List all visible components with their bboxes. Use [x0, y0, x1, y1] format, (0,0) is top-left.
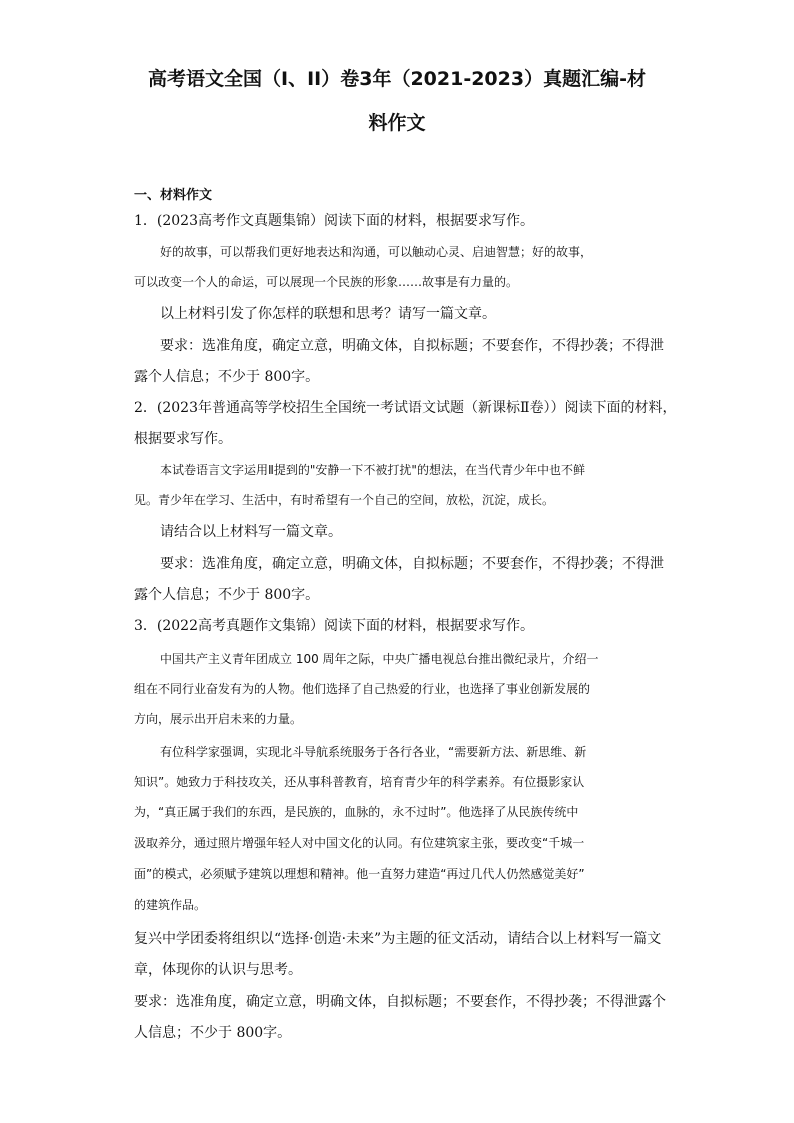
q3-requirement-line-2: 人信息；不少于 800字。	[134, 1025, 292, 1041]
q1-requirement-line-2: 露个人信息；不少于 800字。	[134, 369, 320, 385]
q3-stem: 3．(2022高考真题作文集锦）阅读下面的材料，根据要求写作。	[134, 618, 534, 634]
q2-material-line-2: 见。青少年在学习、生活中，有时希望有一个自己的空间，放松，沉淀，成长。	[134, 493, 555, 507]
q2-stem-line-1: 2．(2023年普通高等学校招生全国统一考试语文试题（新课标Ⅱ卷））阅读下面的材料，	[134, 400, 677, 416]
section-heading: 一、材料作文	[134, 188, 213, 203]
q1-requirement-line-1: 要求：选准角度，确定立意，明确文体，自拟标题；不要套作，不得抄袭；不得泄	[160, 338, 664, 354]
q1-material-line-1: 好的故事，可以帮我们更好地表达和沟通，可以触动心灵、启迪智慧；好的故事，	[160, 245, 593, 259]
q3-material-p2-line-2: 知识”。她致力于科技攻关，还从事科普教育，培育青少年的科学素养。有位摄影家认	[134, 775, 585, 789]
q2-material-line-1: 本试卷语言文字运用Ⅱ提到的"安静一下不被打扰"的想法，在当代青少年中也不鲜	[160, 463, 585, 477]
q3-material-p1-line-1: 中国共产主义青年团成立 100 周年之际，中央广播电视总台推出微纪录片，介绍一	[160, 652, 599, 666]
q2-prompt: 请结合以上材料写一篇文章。	[160, 524, 342, 540]
q3-prompt-line-2: 章，体现你的认识与思考。	[134, 962, 302, 978]
q1-prompt: 以上材料引发了你怎样的联想和思考？请写一篇文章。	[160, 306, 496, 322]
q2-requirement-line-1: 要求：选准角度，确定立意，明确文体，自拟标题；不要套作，不得抄袭；不得泄	[160, 556, 664, 572]
doc-title-line-1: 高考语文全国（I、II）卷3年（2021-2023）真题汇编-材	[148, 68, 646, 90]
q3-material-p1-line-3: 方向，展示出开启未来的力量。	[134, 712, 303, 726]
q1-stem: 1．(2023高考作文真题集锦）阅读下面的材料，根据要求写作。	[134, 213, 534, 229]
q2-requirement-line-2: 露个人信息；不少于 800字。	[134, 587, 320, 603]
q3-material-p2-line-6: 的建筑作品。	[134, 898, 207, 912]
q3-material-p2-line-1: 有位科学家强调，实现北斗导航系统服务于各行各业，“需要新方法、新思维、新	[160, 745, 587, 759]
q3-prompt-line-1: 复兴中学团委将组织以“选择·创造·未来”为主题的征文活动，请结合以上材料写一篇文	[134, 931, 662, 947]
q3-material-p2-line-3: 为，“真正属于我们的东西，是民族的，血脉的，永不过时”。他选择了从民族传统中	[134, 805, 579, 819]
q1-material-line-2: 可以改变一个人的命运，可以展现一个民族的形象……故事是有力量的。	[134, 275, 519, 289]
doc-title-line-2: 料作文	[368, 112, 426, 134]
q3-material-p2-line-4: 汲取养分，通过照片增强年轻人对中国文化的认同。有位建筑家主张，要改变“千城一	[134, 836, 585, 850]
q3-material-p1-line-2: 组在不同行业奋发有为的人物。他们选择了自己热爱的行业，也选择了事业创新发展的	[134, 682, 591, 696]
q2-stem-line-2: 根据要求写作。	[134, 431, 232, 447]
q3-requirement-line-1: 要求：选准角度，确定立意，明确文体，自拟标题；不要套作，不得抄袭；不得泄露个	[134, 994, 666, 1010]
q3-material-p2-line-5: 面”的模式，必须赋予建筑以理想和精神。他一直努力建造“再过几代人仍然感觉美好”	[134, 867, 585, 881]
